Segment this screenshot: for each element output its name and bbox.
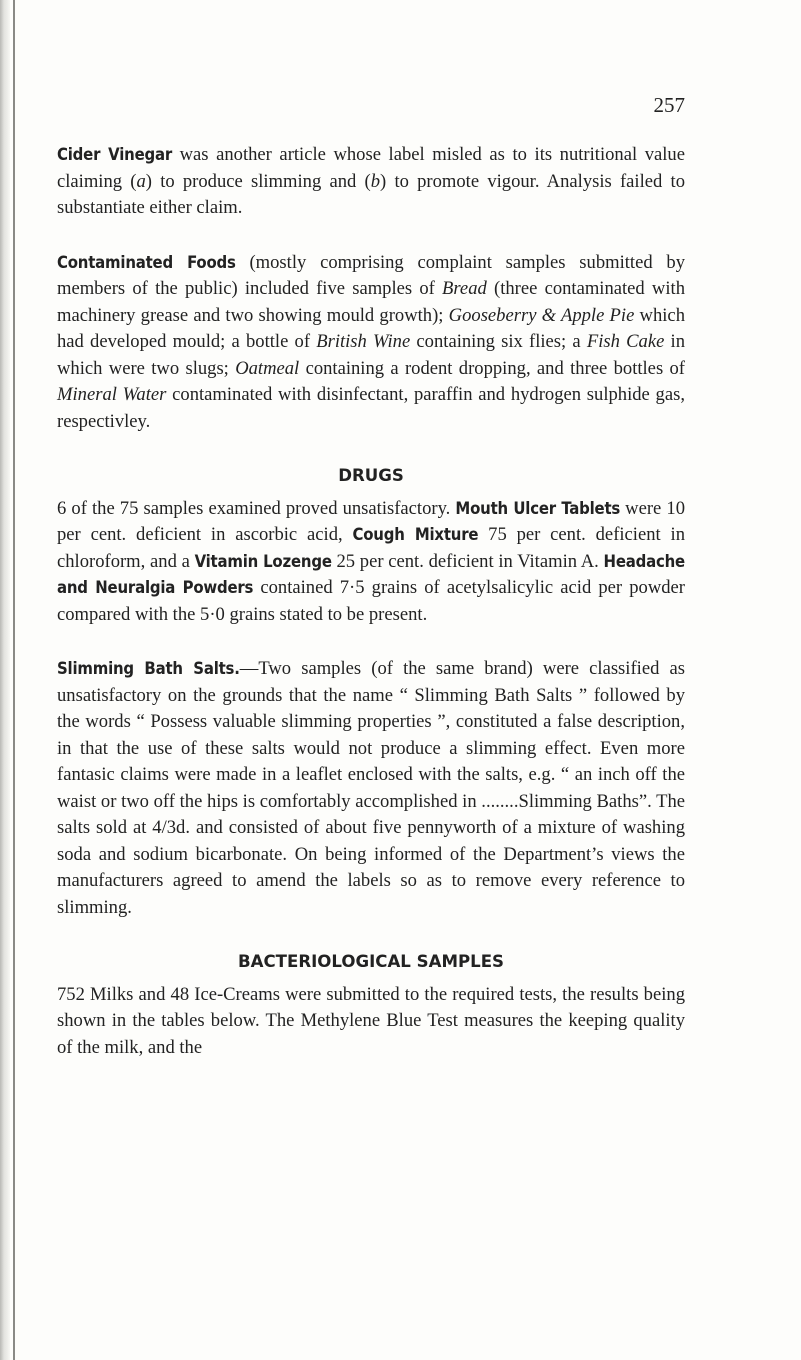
lead-contaminated-foods: Contaminated Foods [57, 252, 236, 272]
bold-term-vitamin-lozenge: Vitamin Lozenge [194, 551, 332, 571]
text-segment: —Two samples (of the same brand) were classified as unsatisfactory on the grounds that the name “ Slimming Bath Salts ” followed by the words “ Possess valuable slimming properties ”, constituted a false description, in that the use of these salts would not produce a slimming effect. Even more fantasic claims were made in a leaflet enclosed with the salts, e.g. “ an inch off the waist or two off the hips is comfortably accomplished in ........Slimming Baths”. The salts sold at 4/3d. and consisted of about five pennyworth of a mixture of washing soda and sodium bicarbonate. On being informed of the Department’s views the manufacturers agreed to amend the labels so as to remove every reference to slimming. [57, 658, 685, 918]
lead-cider-vinegar: Cider Vinegar [57, 145, 173, 164]
italic-term-mineral-water: Mineral Water [57, 384, 167, 405]
text-segment: in which were two slugs; [57, 331, 685, 379]
page-binding-edge [0, 0, 10, 1360]
italic-term-oatmeal: Oatmeal [235, 357, 300, 379]
text-segment: 6 of the 75 samples examined proved unsatisfactory. [57, 497, 456, 519]
paragraph-slimming-bath-salts [57, 656, 685, 921]
heading-drugs: DRUGS [338, 466, 404, 485]
text-segment: were 10 per cent. deficient in ascorbic acid, [57, 497, 685, 545]
text-segment: contaminated with disinfectant, paraffin and hydrogen sulphide gas, respectivley. [57, 384, 685, 432]
binding-line [13, 0, 15, 1360]
bold-term-cough-mixture: Cough Mixture [352, 525, 479, 544]
italic-letter-b: b [370, 170, 381, 192]
text-segment: was another article whose label misled as to its nutritional value claiming ( [57, 144, 685, 192]
text-segment: contained 7·5 grains of acetylsalicylic acid per powder compared with the 5·0 grains stated to be present. [57, 577, 685, 625]
italic-term-wine: British Wine [316, 331, 411, 352]
paragraph-bacteriological: 752 Milks and 48 Ice-Creams were submitted to the required tests, the results being shown in the tables below. The Methylene Blue Test measures the keeping quality of the milk, and the [57, 983, 685, 1058]
text-segment: which had developed mould; a bottle of [57, 304, 685, 352]
paragraph-contaminated-foods [57, 250, 685, 436]
text-segment: (three contaminated with machinery grease and two showing mould growth); [57, 278, 685, 326]
bold-term-headache-powders: Headache and Neuralgia Powders [57, 551, 685, 597]
text-segment: ) to produce slimming and ( [145, 170, 371, 192]
text-segment: 25 per cent. deficient in Vitamin A. [331, 550, 604, 572]
paragraph-cider-vinegar [57, 142, 685, 222]
italic-term-bread: Bread [442, 278, 487, 299]
heading-bacteriological-samples: BACTERIOLOGICAL SAMPLES [238, 952, 504, 971]
text-segment: containing six flies; a [410, 331, 587, 352]
italic-term-pie: Gooseberry & Apple Pie [448, 304, 635, 326]
page-number: 257 [653, 93, 685, 117]
bold-term-mouth-ulcer-tablets: Mouth Ulcer Tablets [455, 498, 621, 518]
lead-slimming-bath-salts: Slimming Bath Salts. [57, 659, 240, 678]
text-segment: 75 per cent. deficient in chloroform, and a [57, 524, 685, 572]
paragraph-drugs [57, 496, 685, 629]
italic-letter-a: a [136, 170, 146, 192]
italic-term-fish-cake: Fish Cake [586, 331, 665, 352]
text-segment: ) to promote vigour. Analysis failed to substantiate either claim. [57, 170, 685, 218]
text-segment: containing a rodent dropping, and three bottles of [299, 357, 685, 379]
document-page [57, 92, 685, 1061]
text-segment: (mostly comprising complaint samples submitted by members of the public) included five samples of [57, 251, 685, 299]
